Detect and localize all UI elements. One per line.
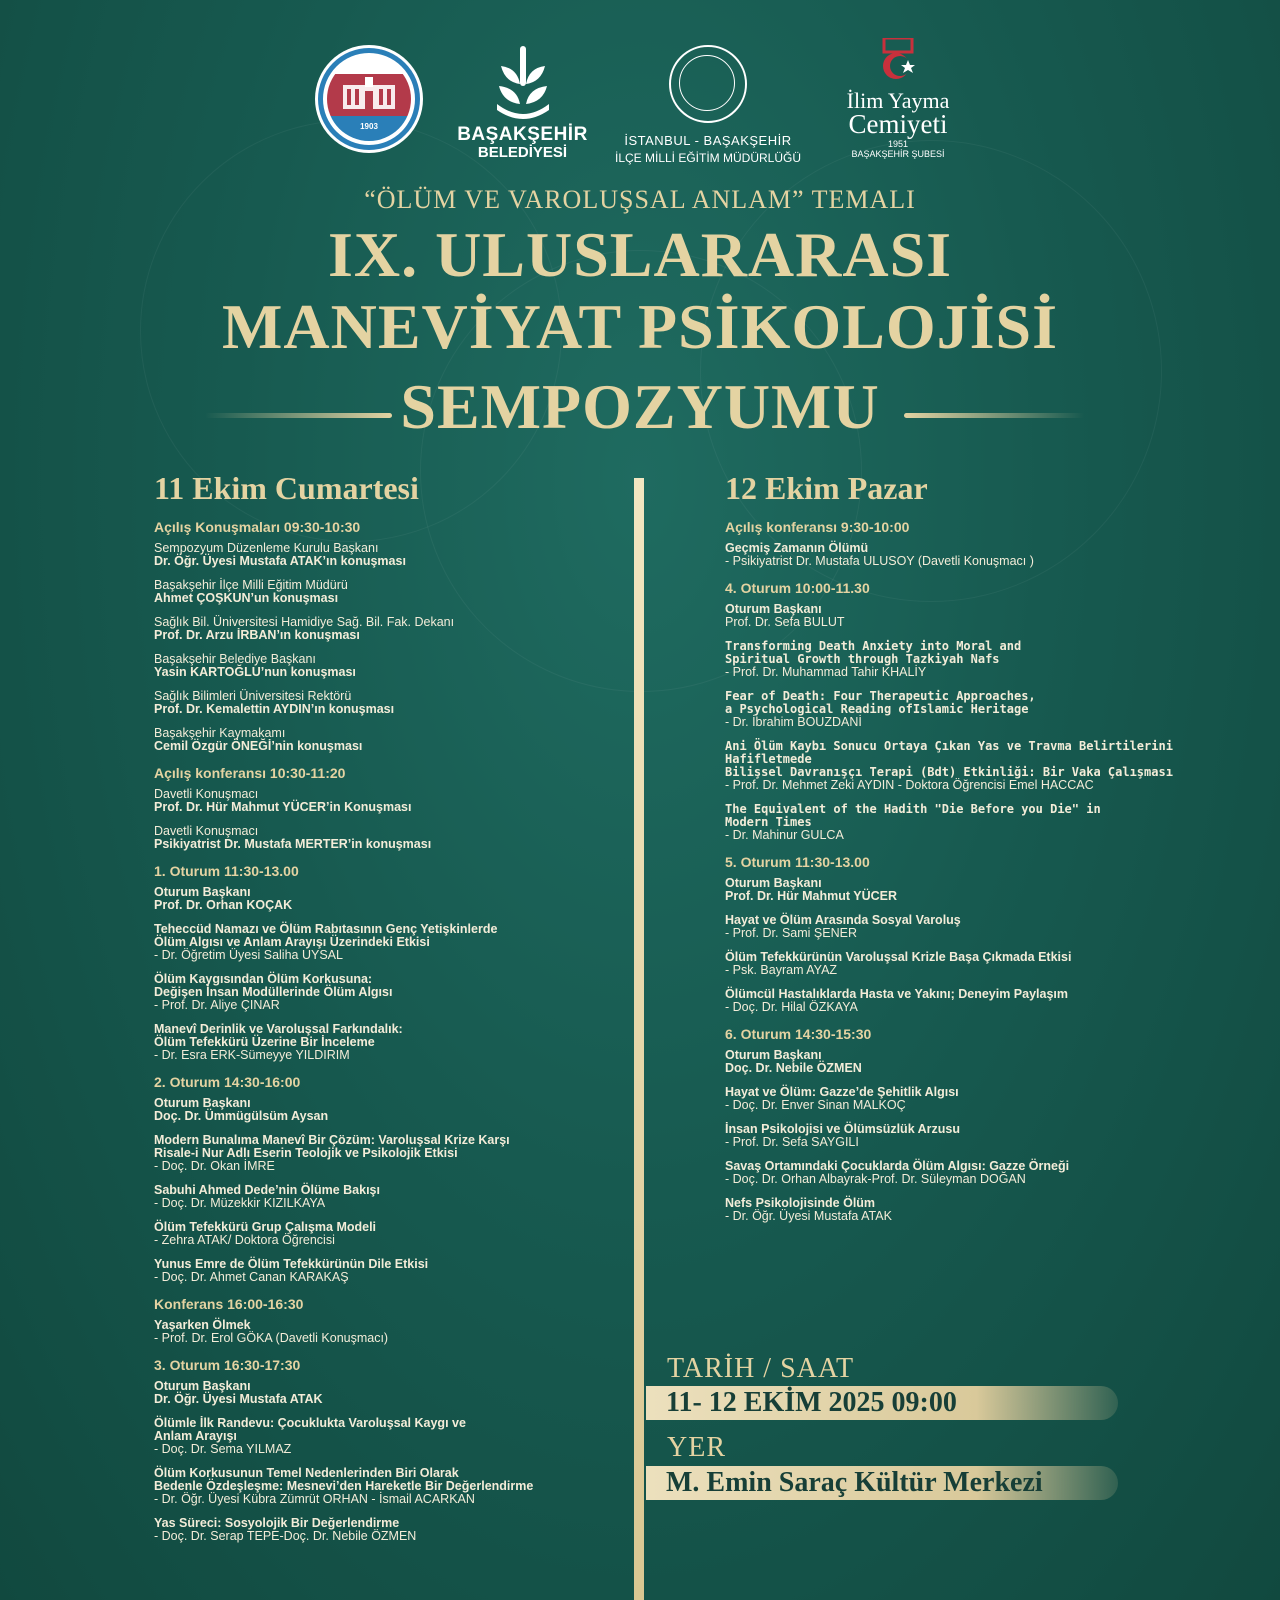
item-speaker: - Prof. Dr. Aliye ÇINAR (154, 998, 280, 1012)
municipality-subname: BELEDİYESİ (477, 144, 568, 161)
item-title: The Equivalent of the Hadith "Die Before you Die" in Modern Times (725, 802, 1101, 829)
program-item (725, 740, 1245, 792)
item-role: Başakşehir İlçe Milli Eğitim Müdürü (154, 578, 348, 592)
item-speaker: - Prof. Dr. Muhammad Tahir KHALİY (725, 665, 927, 679)
item-title: Savaş Ortamındaki Çocuklarda Ölüm Algısı: Gazze Örneği (725, 1159, 1070, 1173)
society-branch: BAŞAKŞEHİR ŞUBESİ (851, 149, 945, 159)
item-title: Modern Bunalıma Manevî Bir Çözüm: Varoluşsal Krize Karşı Risale-i Nur Adlı Eserin Teolojik ve Psikolojik Etkisi (154, 1133, 510, 1160)
program-item (154, 923, 624, 962)
program-item (154, 886, 624, 912)
item-speaker: - Psk. Bayram AYAZ (725, 963, 838, 977)
day1-title: 11 Ekim Cumartesi (154, 470, 419, 506)
session-heading: Açılış konferansı 10:30-11:20 (154, 765, 346, 781)
item-role: Sağlık Bil. Üniversitesi Hamidiye Sağ. Bil. Fak. Dekanı (154, 615, 455, 629)
logo-strip (0, 30, 1280, 170)
item-title: Prof. Dr. Arzu İRBAN’ın konuşması (154, 628, 360, 642)
program-item (725, 603, 1245, 629)
date-value: 11- 12 EKİM 2025 09:00 (646, 1386, 1118, 1420)
item-title: Transforming Death Anxiety into Moral and Spiritual Growth through Tazkiyah Nafs (725, 639, 1022, 666)
item-title: Ani Ölüm Kaybı Sonucu Ortaya Çıkan Yas ve Travma Belirtilerini Hafifletmede Bilişsel Davranışçı Terapi (Bdt) Etkinliği: Bir Vaka Çalışması (725, 739, 1173, 779)
item-title: Yasin KARTOĞLU’nun konuşması (154, 665, 356, 679)
university-logo (318, 48, 420, 150)
item-speaker: - Dr. Öğr. Üyesi Mustafa ATAK (725, 1209, 892, 1223)
program-item (725, 877, 1245, 903)
program-item (154, 542, 624, 568)
program-item (725, 1086, 1245, 1112)
item-title: İnsan Psikolojisi ve Ölümsüzlük Arzusu (725, 1122, 961, 1136)
program-item (725, 542, 1245, 568)
society-name-line1: İlim Yayma (846, 88, 950, 113)
program-item (154, 1184, 624, 1210)
program-item (154, 727, 624, 753)
event-title-line1: IX. ULUSLARARASI (327, 219, 953, 290)
item-speaker: - Doç. Dr. Müzekkir KIZILKAYA (154, 1196, 326, 1210)
item-title: Manevî Derinlik ve Varoluşsal Farkındalık: Ölüm Tefekkürü Üzerine Bir İnceleme (154, 1022, 403, 1049)
item-speaker: - Doç. Dr. Enver Sinan MALKOÇ (725, 1098, 906, 1112)
day1-sections (154, 519, 624, 1543)
program-item (725, 914, 1245, 940)
item-speaker: - Dr. İbrahim BOUZDANİ (725, 715, 862, 729)
municipality-logo (455, 44, 590, 161)
program-item (154, 1023, 624, 1062)
program-item (154, 1467, 624, 1506)
title-rule-right (904, 413, 1084, 418)
program-item (725, 1049, 1245, 1075)
ilim-yayma-logo (838, 38, 958, 159)
place-value: M. Emin Saraç Kültür Merkezi (646, 1466, 1118, 1500)
program-item (725, 1197, 1245, 1223)
program-item (154, 653, 624, 679)
item-speaker: - Prof. Dr. Mehmet Zeki AYDIN - Doktora Öğrencisi Emel HACCAC (725, 778, 1094, 792)
item-speaker: - Doç. Dr. Sema YILMAZ (154, 1442, 292, 1456)
program-item (154, 1221, 624, 1247)
item-role: Sempozyum Düzenleme Kurulu Başkanı (154, 541, 379, 555)
item-speaker: - Dr. Öğr. Üyesi Kübra Zümrüt ORHAN - İsmail ACARKAN (154, 1492, 475, 1506)
item-role: Başakşehir Belediye Başkanı (154, 652, 316, 666)
university-year: 1903 (360, 122, 378, 131)
title-rule-left (205, 413, 392, 418)
program-item (154, 1417, 624, 1456)
item-title: Cemil Özgür ÖNEĞİ’nin konuşması (154, 739, 363, 753)
item-title: Yaşarken Ölmek (154, 1318, 251, 1332)
session-heading: 2. Oturum 14:30-16:00 (154, 1074, 301, 1090)
item-speaker: - Doç. Dr. Serap TEPE-Doç. Dr. Nebile ÖZMEN (154, 1529, 417, 1543)
day2-sections (725, 519, 1245, 1223)
item-title: Teheccüd Namazı ve Ölüm Rabıtasının Genç Yetişkinlerde Ölüm Algısı ve Anlam Arayışı Üzerindeki Etkisi (154, 922, 498, 949)
item-speaker: - Zehra ATAK/ Doktora Öğrencisi (154, 1233, 335, 1247)
item-role: Davetli Konuşmacı (154, 824, 259, 838)
program-item (725, 640, 1245, 679)
program-item (725, 1123, 1245, 1149)
session-heading: 6. Oturum 14:30-15:30 (725, 1026, 872, 1042)
item-speaker: - Doç. Dr. Ahmet Canan KARAKAŞ (154, 1270, 349, 1284)
item-speaker: - Dr. Öğretim Üyesi Saliha UYSAL (154, 948, 343, 962)
directorate-line2: İLÇE MİLLİ EĞİTİM MÜDÜRLÜĞÜ (614, 151, 802, 165)
item-speaker: - Prof. Dr. Sami ŞENER (725, 926, 857, 940)
ministry-seal-icon (669, 45, 747, 123)
education-directorate-logo (608, 45, 808, 165)
item-speaker: - Prof. Dr. Sefa SAYGILI (725, 1135, 859, 1149)
day2-title: 12 Ekim Pazar (725, 470, 928, 506)
session-heading: 4. Oturum 10:00-11.30 (725, 580, 870, 596)
item-title: Ahmet ÇOŞKUN’un konuşması (154, 591, 339, 605)
item-title: Geçmiş Zamanın Ölümü (725, 541, 869, 555)
item-role: Başakşehir Kaymakamı (154, 726, 286, 740)
item-speaker: - Dr. Mahinur GULCA (725, 828, 844, 842)
session-heading: 1. Oturum 11:30-13.00 (154, 863, 299, 879)
program-item (154, 1319, 624, 1345)
item-title: Prof. Dr. Kemalettin AYDIN’ın konuşması (154, 702, 395, 716)
program-item (725, 803, 1245, 842)
session-heading: 3. Oturum 16:30-17:30 (154, 1357, 301, 1373)
crescent-star-icon (878, 38, 918, 82)
column-divider (634, 478, 644, 1600)
item-title: Oturum Başkanı Doç. Dr. Nebile ÖZMEN (725, 1048, 862, 1075)
program-item (154, 1258, 624, 1284)
program-item (154, 1097, 624, 1123)
program-item (154, 616, 624, 642)
program-item (154, 690, 624, 716)
item-title: Ölüm Korkusunun Temel Nedenlerinden Biri Olarak Bedenle Özdeşleşme: Mesnevi’den Hareketle Bir Değerlendirme (154, 1466, 534, 1493)
program-item (154, 579, 624, 605)
event-subtitle: “ÖLÜM VE VAROLUŞSAL ANLAM” TEMALI (364, 185, 916, 214)
item-title: Oturum Başkanı Dr. Öğr. Üyesi Mustafa ATAK (154, 1379, 323, 1406)
item-speaker: Prof. Dr. Sefa BULUT (725, 615, 845, 629)
session-heading: 5. Oturum 11:30-13.00 (725, 854, 870, 870)
municipality-name: BAŞAKŞEHİR (457, 124, 588, 145)
program-item (725, 690, 1245, 729)
day1-program (154, 470, 624, 1554)
item-title: Oturum Başkanı Doç. Dr. Ümmügülsüm Aysan (154, 1096, 329, 1123)
item-title: Prof. Dr. Hür Mahmut YÜCER’in Konuşması (154, 800, 412, 814)
directorate-line1: İSTANBUL - BAŞAKŞEHİR (624, 133, 792, 148)
item-title: Oturum Başkanı Prof. Dr. Hür Mahmut YÜCER (725, 876, 898, 903)
society-year: 1951 (887, 139, 909, 149)
wheat-icon (493, 44, 553, 120)
program-item (154, 788, 624, 814)
item-title: Ölümcül Hastalıklarda Hasta ve Yakını; Deneyim Paylaşım (725, 987, 1068, 1001)
item-title: Psikiyatrist Dr. Mustafa MERTER’in konuşması (154, 837, 432, 851)
program-item (154, 973, 624, 1012)
program-item (154, 825, 624, 851)
item-title: Yunus Emre de Ölüm Tefekkürünün Dile Etkisi (154, 1257, 429, 1271)
program-item (725, 1160, 1245, 1186)
event-title-line2: MANEVİYAT PSİKOLOJİSİ (221, 291, 1059, 362)
item-speaker: - Doç. Dr. Orhan Albayrak-Prof. Dr. Süleyman DOĞAN (725, 1172, 1026, 1186)
program-item (725, 988, 1245, 1014)
item-title: Nefs Psikolojisinde Ölüm (725, 1196, 876, 1210)
item-title: Hayat ve Ölüm: Gazze’de Şehitlik Algısı (725, 1085, 959, 1099)
item-title: Oturum Başkanı Prof. Dr. Orhan KOÇAK (154, 885, 293, 912)
item-title: Ölümle İlk Randevu: Çocuklukta Varoluşsal Kaygı ve Anlam Arayışı (154, 1416, 466, 1443)
item-title: Sabuhi Ahmed Dede’nin Ölüme Bakışı (154, 1183, 380, 1197)
program-item (725, 951, 1245, 977)
event-title-line3: SEMPOZYUMU (400, 371, 880, 442)
session-heading: Konferans 16:00-16:30 (154, 1296, 304, 1312)
day2-program (725, 470, 1245, 1234)
item-title: Hayat ve Ölüm Arasında Sosyal Varoluş (725, 913, 961, 927)
item-title: Fear of Death: Four Therapeutic Approaches, a Psychological Reading ofIslamic Heritage (725, 689, 1036, 716)
session-heading: Açılış konferansı 9:30-10:00 (725, 519, 910, 535)
item-title: Yas Süreci: Sosyolojik Bir Değerlendirme (154, 1516, 400, 1530)
society-name-line2: Cemiyeti (848, 109, 948, 139)
program-item (154, 1517, 624, 1543)
item-title: Ölüm Kaygısından Ölüm Korkusuna: Değişen İnsan Modüllerinde Ölüm Algısı (154, 972, 393, 999)
item-title: Oturum Başkanı (725, 602, 822, 616)
item-speaker: - Doç. Dr. Okan İMRE (154, 1159, 275, 1173)
place-label: YER (667, 1432, 726, 1463)
item-role: Sağlık Bilimleri Üniversitesi Rektörü (154, 689, 352, 703)
session-heading: Açılış Konuşmaları 09:30-10:30 (154, 519, 361, 535)
item-title: Ölüm Tefekkürünün Varoluşsal Krizle Başa Çıkmada Etkisi (725, 950, 1072, 964)
program-item (154, 1134, 624, 1173)
item-speaker: - Prof. Dr. Erol GÖKA (Davetli Konuşmacı) (154, 1331, 389, 1345)
date-label: TARİH / SAAT (667, 1353, 855, 1384)
item-speaker: - Dr. Esra ERK-Sümeyye YILDIRIM (154, 1048, 350, 1062)
item-role: Davetli Konuşmacı (154, 787, 259, 801)
item-title: Dr. Öğr. Üyesi Mustafa ATAK’ın konuşması (154, 554, 406, 568)
item-speaker: - Psikiyatrist Dr. Mustafa ULUSOY (Davetli Konuşmacı ) (725, 554, 1034, 568)
item-speaker: - Doç. Dr. Hilal ÖZKAYA (725, 1000, 858, 1014)
program-item (154, 1380, 624, 1406)
item-title: Ölüm Tefekkürü Grup Çalışma Modeli (154, 1220, 377, 1234)
